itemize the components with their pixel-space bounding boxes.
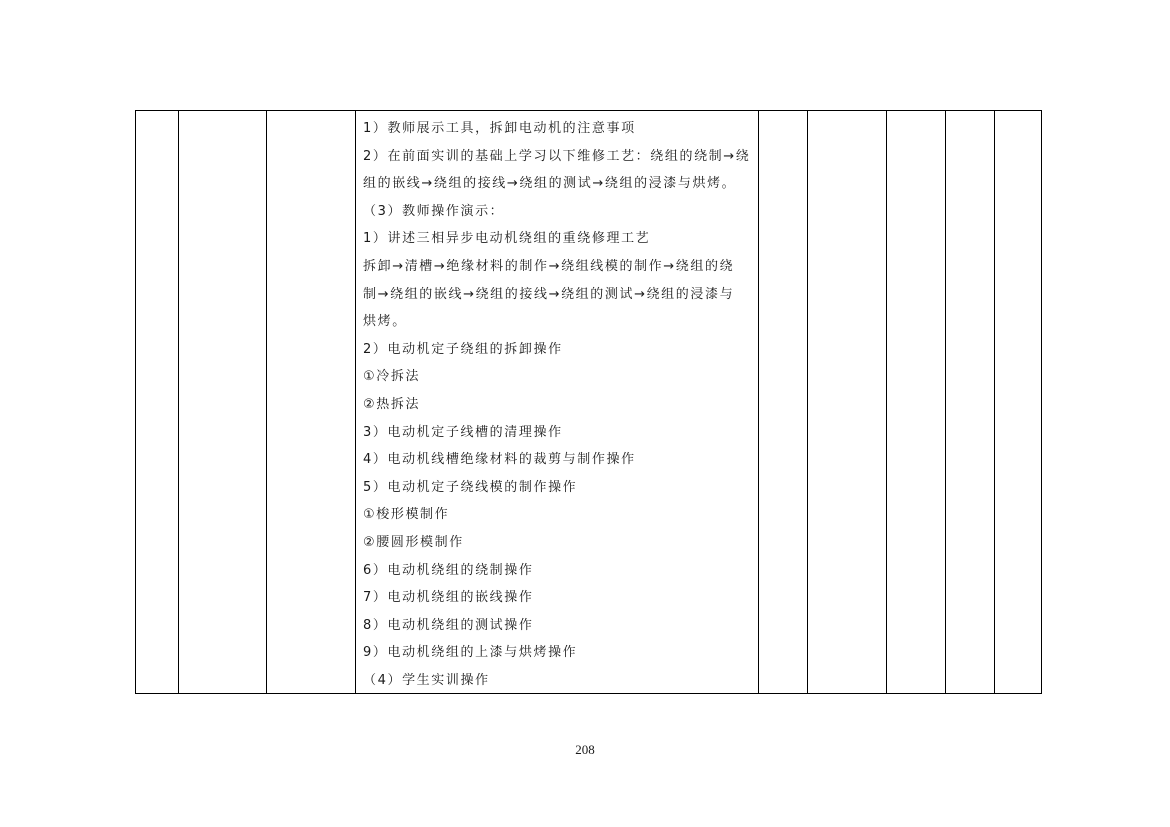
column-divider (178, 111, 179, 693)
content-line: 4）电动机线槽绝缘材料的裁剪与制作操作 (363, 452, 636, 468)
column-divider (266, 111, 267, 693)
content-line: （3）教师操作演示： (363, 203, 505, 219)
content-line: 拆卸→清槽→绝缘材料的制作→绕组线模的制作→绕组的绕 (363, 258, 735, 274)
content-line: 8）电动机绕组的测试操作 (363, 617, 534, 633)
content-line: ①冷拆法 (363, 369, 421, 385)
content-line: ①梭形模制作 (363, 507, 450, 523)
column-divider (994, 111, 995, 693)
content-line: 1）讲述三相异步电动机绕组的重绕修理工艺 (363, 231, 651, 247)
content-line: 2）在前面实训的基础上学习以下维修工艺：绕组的绕制→绕 (363, 148, 751, 164)
column-divider (355, 111, 356, 693)
content-line: 烘烤。 (363, 314, 407, 330)
page-number: 208 (575, 742, 595, 757)
content-line: 6）电动机绕组的绕制操作 (363, 562, 534, 578)
content-line: 2）电动机定子绕组的拆卸操作 (363, 341, 563, 357)
content-line: 3）电动机定子线槽的清理操作 (363, 424, 563, 440)
lesson-table (135, 110, 1042, 694)
content-line: 组的嵌线→绕组的接线→绕组的测试→绕组的浸漆与烘烤。 (363, 176, 737, 192)
content-line: 制→绕组的嵌线→绕组的接线→绕组的测试→绕组的浸漆与 (363, 286, 735, 302)
content-line: （4）学生实训操作 (363, 672, 490, 688)
content-line: ②热拆法 (363, 396, 421, 412)
teaching-content-cell (363, 111, 757, 693)
column-divider (945, 111, 946, 693)
column-divider (807, 111, 808, 693)
content-line: 5）电动机定子绕线模的制作操作 (363, 479, 578, 495)
content-line: 7）电动机绕组的嵌线操作 (363, 590, 534, 606)
column-divider (886, 111, 887, 693)
content-line: 1）教师展示工具，拆卸电动机的注意事项 (363, 121, 636, 136)
content-line: ②腰圆形模制作 (363, 534, 464, 550)
content-line: 9）电动机绕组的上漆与烘烤操作 (363, 645, 578, 661)
column-divider (758, 111, 759, 693)
